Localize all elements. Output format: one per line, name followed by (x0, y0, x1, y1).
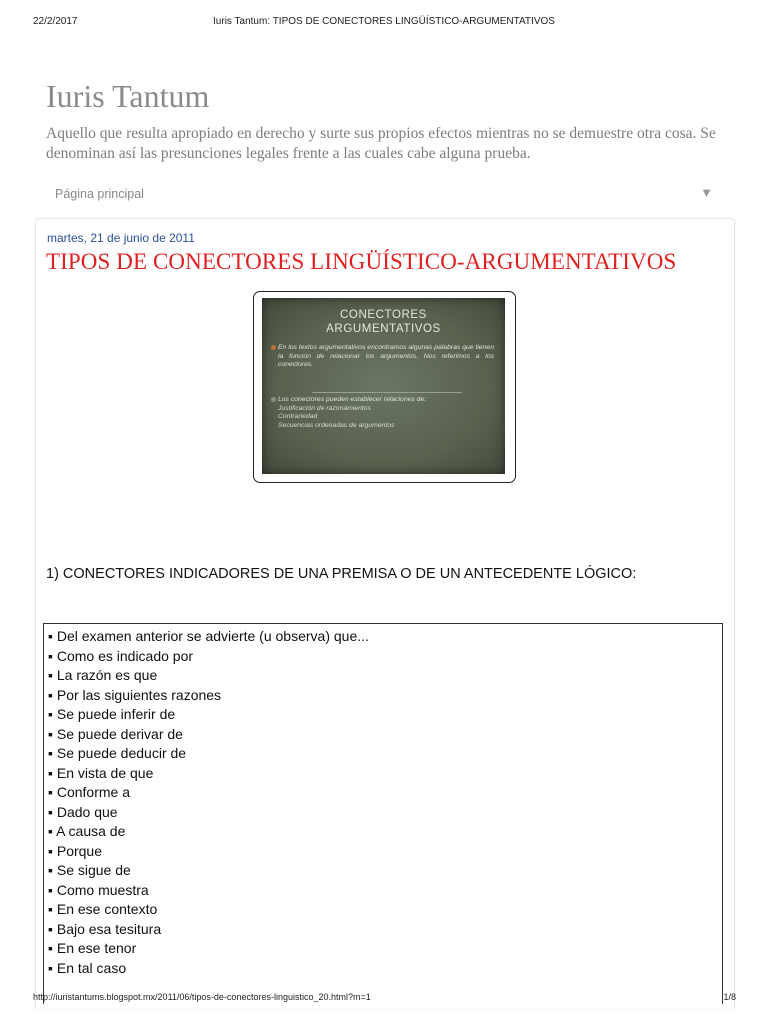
slide-title (262, 308, 505, 336)
list-item: ▪ Se puede deducir de (48, 745, 187, 761)
list-item: ▪ Dado que (48, 803, 118, 820)
slide-title-line2: ARGUMENTATIVOS (326, 323, 441, 335)
blog-description: Aquello que resulta apropiado en derecho y surte sus propios efectos mientras no se demuestre otra cosa. Se denominan así las presunciones legales frente a las cuales cabe alguna prueba. (46, 125, 716, 162)
slide-divider (312, 392, 462, 393)
triangle-down-icon[interactable]: ▼ (700, 185, 713, 200)
print-page-number: 1/8 (723, 992, 736, 1002)
list-item: ▪ En tal caso (48, 959, 127, 976)
list-item: ▪ Como es indicado por (48, 647, 194, 664)
print-header (0, 16, 768, 30)
post-date: martes, 21 de junio de 2011 (47, 231, 195, 245)
slide-paragraph: En los textos argumentativos encontramos algunas palabras que tienen la función de relacionar los argumentos. Nos referimos a los conectores. (278, 344, 494, 368)
list-item: ▪ Se puede inferir de (48, 706, 176, 722)
slide-title-line1: CONECTORES (340, 309, 427, 321)
bullet-icon (271, 345, 276, 350)
nav-home-label: Página principal (55, 187, 144, 201)
list-item: ▪ Por las siguientes razones (48, 686, 222, 703)
print-date: 22/2/2017 (33, 16, 78, 27)
list-item: ▪ Bajo esa tesitura (48, 920, 162, 937)
bullet-icon (271, 397, 276, 402)
list-item: ▪ Se sigue de (48, 862, 131, 878)
post-title[interactable]: TIPOS DE CONECTORES LINGÜÍSTICO-ARGUMENTATIVOS (46, 249, 677, 274)
page-nav-select[interactable] (55, 184, 715, 206)
list-item: ▪ Porque (48, 842, 102, 859)
print-footer (0, 992, 768, 1006)
slide-relations-intro: Los conectores pueden establecer relaciones de: (278, 396, 427, 403)
slide-relation-item: Secuencias ordenadas de argumentos (278, 421, 395, 429)
chalkboard-slide-image (262, 298, 505, 474)
list-item: ▪ Conforme a (48, 784, 130, 800)
list-item: ▪ En ese tenor (48, 940, 137, 956)
list-item: ▪ A causa de (48, 823, 126, 839)
post-image-frame[interactable] (253, 291, 516, 483)
section-heading: 1) CONECTORES INDICADORES DE UNA PREMISA O DE UN ANTECEDENTE LÓGICO: (46, 566, 637, 582)
slide-relation-item: Contrariedad (278, 413, 318, 420)
list-item: ▪ La razón es que (48, 667, 158, 683)
list-item: ▪ Como muestra (48, 881, 149, 898)
list-item: ▪ Del examen anterior se advierte (u observa) que... (48, 628, 369, 644)
print-url[interactable]: http://iuristantums.blogspot.mx/2011/06/tipos-de-conectores-linguistico_20.html?m=1 (33, 992, 371, 1002)
slide-relation-item: Justificación de razonamientos (278, 404, 371, 412)
blog-title[interactable]: Iuris Tantum (46, 78, 210, 114)
list-item: ▪ Se puede derivar de (48, 725, 183, 742)
connectors-list (44, 624, 722, 978)
print-page-title: Iuris Tantum: TIPOS DE CONECTORES LINGÜÍSTICO-ARGUMENTATIVOS (213, 16, 555, 27)
slide-relations (278, 396, 504, 430)
list-item: ▪ En vista de que (48, 764, 154, 781)
connectors-list-box (43, 623, 723, 1004)
list-item: ▪ En ese contexto (48, 901, 158, 917)
